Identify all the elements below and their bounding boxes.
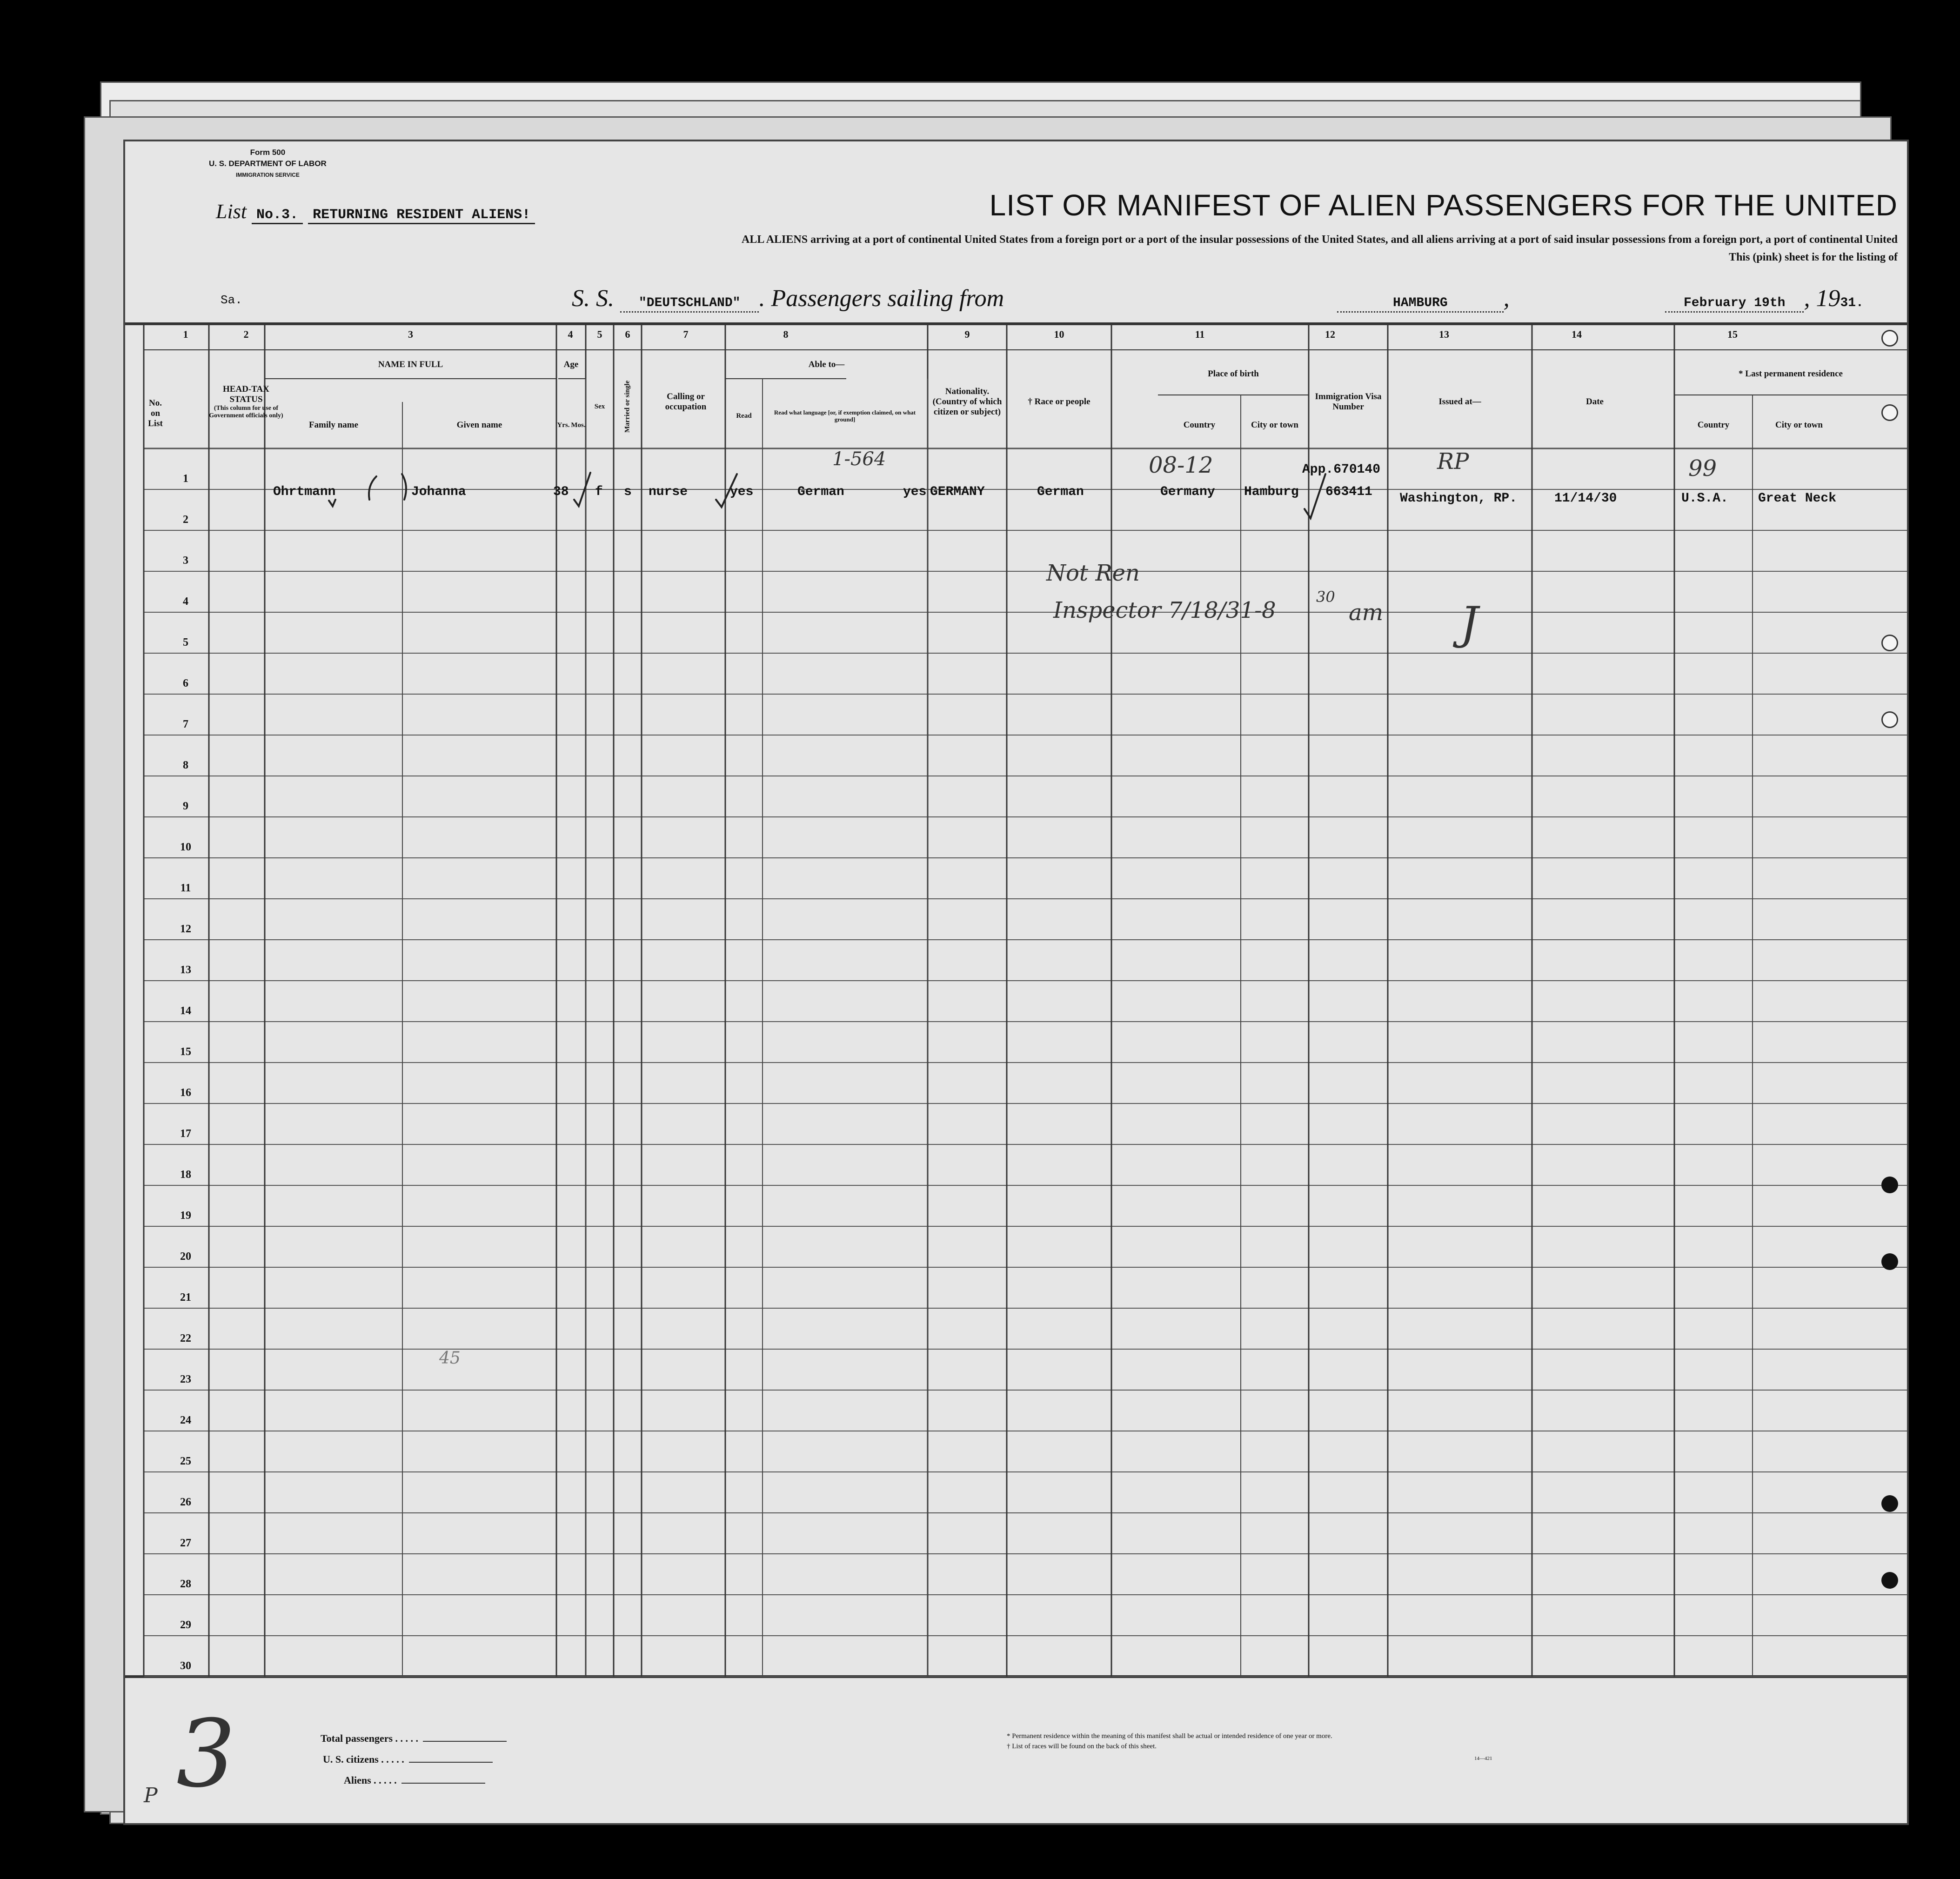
col-num-7: 7 <box>683 328 689 340</box>
aliens-line <box>401 1783 485 1784</box>
us-citizens-line <box>409 1762 493 1763</box>
visa-date-cell: 11/14/30 <box>1554 491 1617 506</box>
header-given-name: Given name <box>456 420 502 430</box>
binder-hole-ring <box>1881 404 1898 421</box>
row-number: 13 <box>180 964 191 976</box>
col-num-5: 5 <box>597 328 602 340</box>
given-name-cell: Johanna <box>411 485 466 499</box>
col-num-1: 1 <box>183 328 188 340</box>
col-num-11: 11 <box>1195 328 1205 340</box>
handwriting-12: P <box>144 1784 158 1807</box>
header-read-language: Read what language [or, if exemption claimed, on what ground] <box>774 409 916 423</box>
us-citizens-label <box>323 1753 493 1765</box>
row-number: 20 <box>180 1250 191 1263</box>
binder-hole <box>1881 1495 1898 1512</box>
header-nationality: Nationality. (Country of which citizen or subject) <box>932 387 1002 417</box>
row-number: 4 <box>183 595 188 608</box>
handwriting-4: 99 <box>1688 455 1717 481</box>
header-read: Read <box>736 412 752 420</box>
aliens-text: Aliens . . . . . <box>344 1774 397 1786</box>
port-name: HAMBURG <box>1337 296 1504 313</box>
occupation-cell: nurse <box>649 485 688 499</box>
row-number: 17 <box>180 1128 191 1140</box>
row-number: 23 <box>180 1373 191 1385</box>
binder-hole <box>1881 1177 1898 1193</box>
service-name: IMMIGRATION SERVICE <box>235 172 300 178</box>
handwriting-10: 45 <box>439 1349 461 1368</box>
col-num-15: 15 <box>1727 328 1738 340</box>
check-mark-icon <box>716 474 737 507</box>
row-number: 24 <box>180 1414 191 1426</box>
sailing-date: February 19th <box>1665 296 1804 313</box>
race-cell: German <box>1037 485 1084 499</box>
handwriting-3: RP <box>1437 448 1469 475</box>
subtitle-line-1: ALL ALIENS arriving at a port of continental United States from a foreign port or a port of the insular possessions of the United States, and all aliens arriving at a port of said insular possessions from a foreign port, a port of continental United <box>742 234 1898 246</box>
header-age: Age <box>563 360 579 369</box>
footnote-1: * Permanent residence within the meaning of this manifest shall be actual or intended residence of one year or more. <box>1007 1732 1332 1740</box>
family-name-cell: Ohrtmann <box>273 485 336 499</box>
row-number: 11 <box>180 882 191 894</box>
total-passengers-line <box>423 1741 507 1742</box>
aliens-label <box>344 1774 485 1786</box>
row-number: 3 <box>183 555 188 567</box>
check-mark-icon <box>574 473 590 506</box>
handwriting-5: Not Ren <box>1046 560 1140 586</box>
bracket-mark-icon <box>369 476 376 500</box>
birth-country-cell: Germany <box>1160 485 1215 499</box>
col-num-14: 14 <box>1572 328 1582 340</box>
row-number: 30 <box>180 1660 191 1672</box>
footnote-2: † List of races will be found on the back of this sheet. <box>1007 1743 1157 1750</box>
header-head-tax-title: HEAD-TAX STATUS <box>223 384 269 404</box>
header-issued-at: Issued at— <box>1438 397 1481 407</box>
age-yrs-cell: 38 <box>553 485 569 499</box>
row-number: 15 <box>180 1046 191 1058</box>
col-num-13: 13 <box>1439 328 1449 340</box>
col-num-4: 4 <box>568 328 573 340</box>
row-number: 26 <box>180 1496 191 1508</box>
subtitle-line-2: This (pink) sheet is for the listing of <box>1729 251 1898 263</box>
sex-cell: f <box>595 485 603 499</box>
row-number: 16 <box>180 1087 191 1099</box>
year-suffix: 31. <box>1840 296 1864 310</box>
check-mark-icon <box>1304 474 1325 518</box>
col-num-2: 2 <box>243 328 249 340</box>
row-number: 1 <box>183 473 188 485</box>
row-number: 27 <box>180 1537 191 1549</box>
list-type: RETURNING RESIDENT ALIENS! <box>308 207 535 224</box>
binder-hole <box>1881 1253 1898 1270</box>
row-number: 22 <box>180 1332 191 1344</box>
check-mark-icon <box>329 500 335 506</box>
row-number: 5 <box>183 636 188 649</box>
sailing-date-field: February 19th , 1931. <box>1665 285 1864 313</box>
header-family-name: Family name <box>308 420 359 430</box>
visa-number-cell: 663411 <box>1325 485 1372 499</box>
us-citizens-text: U. S. citizens . . . . . <box>323 1753 404 1765</box>
binder-hole-ring <box>1881 711 1898 728</box>
ship-name-field: S. S. "DEUTSCHLAND" . Passengers sailing from <box>572 285 1004 312</box>
form-number: Form 500 <box>250 148 286 157</box>
row-number: 28 <box>180 1578 191 1590</box>
bracket-mark-icon <box>402 474 406 500</box>
sailing-label: Passengers sailing from <box>771 285 1004 312</box>
col-num-8: 8 <box>783 328 789 340</box>
list-no-value: No.3. <box>252 207 303 224</box>
row-number: 6 <box>183 677 188 689</box>
row-number: 19 <box>180 1210 191 1222</box>
header-yrs: Yrs. <box>557 421 570 429</box>
row-number: 8 <box>183 759 188 771</box>
binder-hole-ring <box>1881 330 1898 347</box>
header-calling: Calling or occupation <box>665 392 707 412</box>
header-visa: Immigration Visa Number <box>1315 392 1382 412</box>
handwriting-7: 30 <box>1316 588 1335 606</box>
row-number: 21 <box>180 1291 191 1304</box>
handwriting-6: Inspector 7/18/31-8 <box>1053 597 1276 623</box>
row-number: 12 <box>180 923 191 935</box>
header-no-on-list: No. on List <box>148 398 163 428</box>
row-number: 10 <box>180 841 191 853</box>
total-passengers-label <box>321 1732 507 1745</box>
header-last-residence: * Last permanent residence <box>1739 369 1843 379</box>
header-sex: Sex <box>594 402 605 410</box>
page-title: LIST OR MANIFEST OF ALIEN PASSENGERS FOR THE UNITED <box>989 188 1898 222</box>
language-cell: German <box>797 485 844 499</box>
port-field: HAMBURG , <box>1337 285 1510 313</box>
row-number: 25 <box>180 1455 191 1467</box>
col-num-10: 10 <box>1054 328 1064 340</box>
lr-country-cell: U.S.A. <box>1681 491 1728 506</box>
row-number: 29 <box>180 1619 191 1631</box>
ss-label: S. S. <box>572 285 614 312</box>
row-number: 2 <box>183 514 188 526</box>
binder-hole <box>1881 1572 1898 1589</box>
year-prefix: 19 <box>1816 285 1840 312</box>
header-name-in-full: NAME IN FULL <box>378 360 443 369</box>
header-lr-country: Country <box>1697 420 1730 430</box>
header-date: Date <box>1586 397 1604 407</box>
header-birth-city: City or town <box>1251 420 1299 430</box>
row-number: 7 <box>183 718 188 730</box>
manifest-sheet <box>123 140 1909 1825</box>
handwriting-2: 08-12 <box>1149 452 1213 478</box>
sa-label: Sa. <box>221 293 242 307</box>
ship-name: "DEUTSCHLAND" <box>620 296 759 313</box>
handwriting-1: 1-564 <box>832 448 886 470</box>
read-cell: yes <box>730 485 754 499</box>
write-cell: yes <box>903 485 927 499</box>
form-code: 14—421 <box>1474 1756 1492 1761</box>
header-head-tax-note: (This column for use of Government officials only) <box>209 405 283 419</box>
department-name: U. S. DEPARTMENT OF LABOR <box>209 159 327 168</box>
birth-city-cell: Hamburg <box>1244 485 1299 499</box>
header-race: † Race or people <box>1028 397 1090 407</box>
header-birth-country: Country <box>1183 420 1216 430</box>
header-mos: Mos. <box>571 421 586 429</box>
col-num-9: 9 <box>964 328 970 340</box>
col-num-12: 12 <box>1325 328 1335 340</box>
header-place-of-birth: Place of birth <box>1208 369 1259 379</box>
handwriting-11: 3 <box>176 1700 236 1808</box>
total-passengers-text: Total passengers . . . . . <box>321 1732 419 1744</box>
binder-hole-ring <box>1881 635 1898 651</box>
list-label: List <box>216 200 247 223</box>
row-number: 9 <box>183 800 188 812</box>
col-num-3: 3 <box>408 328 413 340</box>
check-marks <box>125 141 1907 1823</box>
handwriting-9: J <box>1460 597 1478 649</box>
nationality-cell: GERMANY <box>930 485 985 499</box>
handwriting-8: am <box>1349 600 1384 626</box>
header-lr-city: City or town <box>1775 420 1823 430</box>
issued-at-cell: Washington, RP. <box>1400 491 1518 506</box>
visa-app-cell: App.670140 <box>1302 462 1381 477</box>
header-married: Married or single <box>623 380 631 433</box>
row-number: 18 <box>180 1169 191 1181</box>
lr-city-cell: Great Neck <box>1758 491 1837 506</box>
header-able-to: Able to— <box>808 360 845 369</box>
col-num-6: 6 <box>625 328 630 340</box>
row-number: 14 <box>180 1005 191 1017</box>
marital-cell: s <box>624 485 632 499</box>
